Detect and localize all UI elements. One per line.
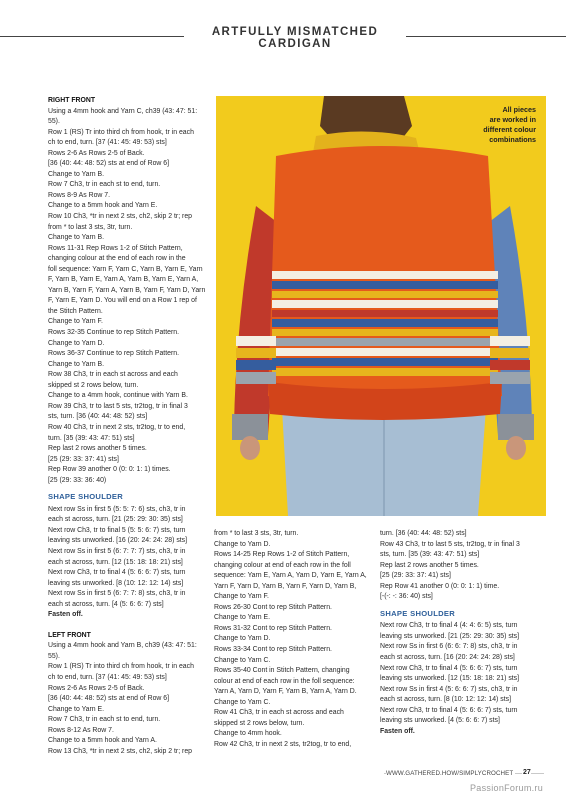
- instruction-line: Rows 32-35 Continue to rep Stitch Pattern.: [48, 329, 179, 337]
- instruction-line: Rep last 2 rows another 5 times.: [380, 561, 479, 569]
- instruction-line: Row 39 Ch3, tr to last 5 sts, tr2tog, tr in final 3: [48, 402, 188, 410]
- instruction-line: 55).: [48, 118, 60, 126]
- instruction-line: Change to Yarn C.: [214, 656, 271, 664]
- instruction-line: [25 (29: 33: 37: 41) sts]: [48, 455, 119, 463]
- instruction-line: Rows 35-40 Cont in Stitch Pattern, changing: [214, 667, 350, 675]
- instruction-line: Rep Row 39 another 0 (0: 0: 1: 1) times.: [48, 466, 171, 474]
- instruction-line: from * to last 3 sts, 3tr, turn.: [214, 530, 299, 537]
- instruction-line: Change to a 4mm hook, continue with Yarn B.: [48, 392, 188, 400]
- instruction-line: Using a 4mm hook and Yarn C, ch39 (43: 47: 51:: [48, 107, 198, 115]
- instruction-line: Rows 8-9 As Row 7.: [48, 191, 111, 199]
- instruction-line: Next row Ss in first 5 (6: 7: 7: 7) sts, ch3, tr in: [48, 547, 186, 555]
- caption-line: combinations: [489, 135, 536, 144]
- instruction-line: Rep Row 41 another 0 (0: 0: 1: 1) time.: [380, 582, 500, 590]
- instruction-line: each st across, turn. [16 (20: 24: 24: 28) sts]: [380, 654, 515, 662]
- header-rule-right: [406, 36, 566, 37]
- instruction-line: Row 42 Ch3, tr in next 2 sts, tr2tog, tr to end,: [214, 740, 352, 748]
- instruction-line: Fasten off.: [48, 611, 83, 619]
- instruction-line: Rows 33-34 Cont to rep Stitch Pattern.: [214, 646, 332, 654]
- caption-line: different colour: [483, 125, 536, 134]
- instruction-line: Change to Yarn B.: [48, 360, 105, 368]
- instruction-line: [25 (29: 33: 36: 40): [48, 476, 107, 484]
- subsection-heading: SHAPE SHOULDER: [380, 608, 456, 618]
- instruction-line: Change to Yarn E.: [48, 705, 105, 713]
- instruction-line: Row 13 Ch3, *tr in next 2 sts, ch2, skip 2 tr; rep: [48, 747, 193, 755]
- instruction-line: ch to end, turn. [37 (41: 45: 49: 53) sts]: [48, 139, 167, 147]
- instruction-line: Rows 2-6 As Rows 2-5 of Back.: [48, 149, 145, 157]
- instruction-line: 55).: [48, 652, 60, 660]
- instruction-line: Next row Ch3, tr to final 4 (5: 6: 6: 7) sts, turn: [48, 569, 186, 577]
- instruction-line: Next row Ss in first 4 (5: 6: 6: 7) sts, ch3, tr in: [380, 685, 518, 693]
- instruction-line: leaving sts unworked. [16 (20: 24: 24: 28) sts]: [48, 537, 188, 545]
- photo-caption: [446, 105, 536, 145]
- footer-url[interactable]: WWW.GATHERED.HOW/SIMPLYCROCHET: [386, 770, 514, 777]
- instruction-line: colour at end of each row in the foll sequence:: [214, 677, 355, 685]
- instruction-line: each st across, turn. [8 (10: 12: 12: 14) sts]: [380, 696, 511, 704]
- cardigan-photo: [216, 96, 546, 516]
- instruction-line: [36 (40: 44: 48: 52) sts at end of Row 6]: [48, 695, 170, 703]
- instruction-line: [25 (29: 33: 37: 41) sts]: [380, 572, 451, 580]
- instruction-line: Change to Yarn B.: [48, 234, 105, 242]
- instruction-line: each st across, turn. [21 (25: 29: 30: 35) sts]: [48, 516, 183, 524]
- text-column-2: [214, 529, 376, 750]
- caption-line: All pieces: [502, 105, 536, 114]
- instruction-line: leaving sts unworked. [4 (5: 6: 6: 7) sts]: [380, 717, 500, 725]
- caption-line: are worked in: [489, 115, 536, 124]
- instruction-line: leaving sts unworked. [12 (15: 18: 18: 21) sts]: [380, 675, 520, 683]
- instruction-line: Next row Ss in first 5 (5: 5: 7: 6) sts, ch3, tr in: [48, 505, 186, 513]
- instruction-line: Row 1 (RS) Tr into third ch from hook, tr in each: [48, 128, 194, 136]
- instruction-line: Change to a 5mm hook and Yarn E.: [48, 202, 158, 210]
- page-number: 27: [523, 769, 531, 776]
- instruction-line: the Stitch Pattern.: [48, 307, 103, 315]
- cardigan-illustration: [216, 96, 546, 516]
- instruction-line: Rows 8-12 As Row 7.: [48, 726, 114, 734]
- instruction-line: Change to Yarn F.: [48, 318, 103, 326]
- instruction-line: Row 10 Ch3, *tr in next 2 sts, ch2, skip 2 tr; rep: [48, 213, 193, 221]
- instruction-line: Change to 4mm hook.: [214, 730, 282, 738]
- subsection-heading: SHAPE SHOULDER: [48, 492, 124, 502]
- instruction-line: Rows 14-25 Rep Rows 1-2 of Stitch Pattern,: [214, 551, 350, 559]
- instruction-line: Change to Yarn D.: [48, 339, 105, 347]
- instruction-line: foll sequence: Yarn F, Yarn C, Yarn B, Yarn E, Yarn: [48, 265, 203, 273]
- instruction-line: Rows 2-6 As Rows 2-5 of Back.: [48, 684, 145, 692]
- instruction-line: Yarn A, Yarn D, Yarn F, Yarn B, Yarn A, Yarn D.: [214, 688, 357, 696]
- instruction-line: turn. [35 (39: 43: 47: 51) sts]: [48, 434, 135, 442]
- instruction-line: Rows 11-31 Rep Rows 1-2 of Stitch Pattern,: [48, 244, 183, 252]
- instruction-line: changing colour at the end of each row in the: [48, 255, 186, 263]
- text-column-3: [380, 529, 548, 737]
- instruction-line: Row 43 Ch3, tr to last 5 sts, tr2tog, tr in final 3: [380, 540, 520, 548]
- instruction-line: skipped st 2 rows below, turn.: [48, 381, 139, 389]
- section-heading: LEFT FRONT: [48, 631, 91, 639]
- instruction-line: each st across, turn. [4 (5: 6: 6: 7) sts]: [48, 600, 164, 608]
- instruction-line: leaving sts unworked. [8 (10: 12: 12: 14) sts]: [48, 579, 184, 587]
- instruction-line: Change to Yarn E.: [214, 614, 271, 622]
- instruction-line: changing colour at end of each row in the foll: [214, 561, 351, 569]
- instruction-line: sts, turn. [35 (39: 43: 47: 51) sts]: [380, 551, 480, 559]
- header-rule-left: [0, 36, 184, 37]
- instruction-line: Change to Yarn D.: [214, 540, 271, 548]
- instruction-line: Fasten off.: [380, 727, 415, 735]
- instruction-line: Change to Yarn B.: [48, 170, 105, 178]
- instruction-line: Rows 31-32 Cont to rep Stitch Pattern.: [214, 624, 332, 632]
- instruction-line: Yarn F, Yarn D, Yarn B, Yarn F, Yarn D, Yarn B,: [214, 582, 357, 590]
- page-footer: [0, 770, 566, 800]
- instruction-line: Change to Yarn D.: [214, 635, 271, 643]
- instruction-line: Row 38 Ch3, tr in each st across and each: [48, 371, 178, 379]
- instruction-line: Yarn B, Yarn F, Yarn A, Yarn B, Yarn F, Yarn D, Yarn: [48, 286, 206, 294]
- instruction-line: ch to end, turn. [37 (41: 45: 49: 53) sts]: [48, 673, 167, 681]
- page-title: ARTFULLY MISMATCHED CARDIGAN: [211, 26, 379, 50]
- instruction-line: Rows 26-30 Cont to rep Stitch Pattern.: [214, 603, 332, 611]
- instruction-line: Next row Ch3, tr to final 4 (5: 6: 6: 7) sts, turn: [380, 706, 518, 714]
- instruction-line: Row 7 Ch3, tr in each st to end, turn.: [48, 716, 161, 724]
- instruction-line: each st across, turn. [12 (15: 18: 18: 21) sts]: [48, 558, 183, 566]
- instruction-line: skipped st 2 rows below, turn.: [214, 719, 305, 727]
- text-column-1: [48, 96, 218, 757]
- instruction-line: F, Yarn E, Yarn D. You will end on a Row 1 rep of: [48, 297, 197, 305]
- instruction-line: [-(-: -: 36: 40) sts]: [380, 593, 433, 601]
- instruction-line: Change to Yarn C.: [214, 698, 271, 706]
- instruction-line: Change to Yarn F.: [214, 593, 269, 601]
- instruction-line: Row 1 (RS) Tr into third ch from hook, tr in each: [48, 663, 194, 671]
- section-heading: RIGHT FRONT: [48, 97, 96, 104]
- instruction-line: sts, turn. [36 (40: 44: 48: 52) sts]: [48, 413, 148, 421]
- instruction-line: Next row Ch3, tr to final 4 (5: 6: 6: 7) sts, turn: [380, 664, 518, 672]
- instruction-line: Next row Ss in first 5 (6: 7: 7: 8) sts, ch3, tr in: [48, 590, 186, 598]
- instruction-line: [36 (40: 44: 48: 52) sts at end of Row 6]: [48, 160, 170, 168]
- instruction-line: Row 41 Ch3, tr in each st across and each: [214, 709, 344, 717]
- instruction-line: leaving sts unworked. [21 (25: 29: 30: 35) sts]: [380, 632, 520, 640]
- instruction-line: from * to last 3 sts, 3tr, turn.: [48, 223, 133, 231]
- page-header: [0, 18, 566, 58]
- instruction-line: Rep last 2 rows another 5 times.: [48, 445, 147, 453]
- instruction-line: Change to a 5mm hook and Yarn A.: [48, 737, 157, 745]
- instruction-line: turn. [36 (40: 44: 48: 52) sts]: [380, 530, 467, 537]
- instruction-line: Row 7 Ch3, tr in each st to end, turn.: [48, 181, 161, 189]
- instruction-line: Row 40 Ch3, tr in next 2 sts, tr2tog, tr to end,: [48, 423, 186, 431]
- watermark: PassionForum.ru: [470, 783, 544, 793]
- instruction-line: Next row Ss in first 6 (6: 6: 7: 8) sts, ch3, tr in: [380, 643, 518, 651]
- instruction-line: F, Yarn B, Yarn E, Yarn A, Yarn B, Yarn E, Yarn A,: [48, 276, 199, 284]
- spacer: [48, 621, 218, 631]
- instruction-line: Next row Ch3, tr to final 5 (5: 5: 6: 7) sts, turn: [48, 526, 186, 534]
- instruction-line: Using a 4mm hook and Yarn B, ch39 (43: 47: 51:: [48, 642, 197, 650]
- instruction-line: sequence: Yarn E, Yarn A, Yarn D, Yarn E, Yarn A,: [214, 572, 367, 580]
- instruction-line: Next row Ch3, tr to final 4 (4: 4: 6: 5) sts, turn: [380, 622, 518, 630]
- instruction-line: Rows 36-37 Continue to rep Stitch Pattern.: [48, 350, 179, 358]
